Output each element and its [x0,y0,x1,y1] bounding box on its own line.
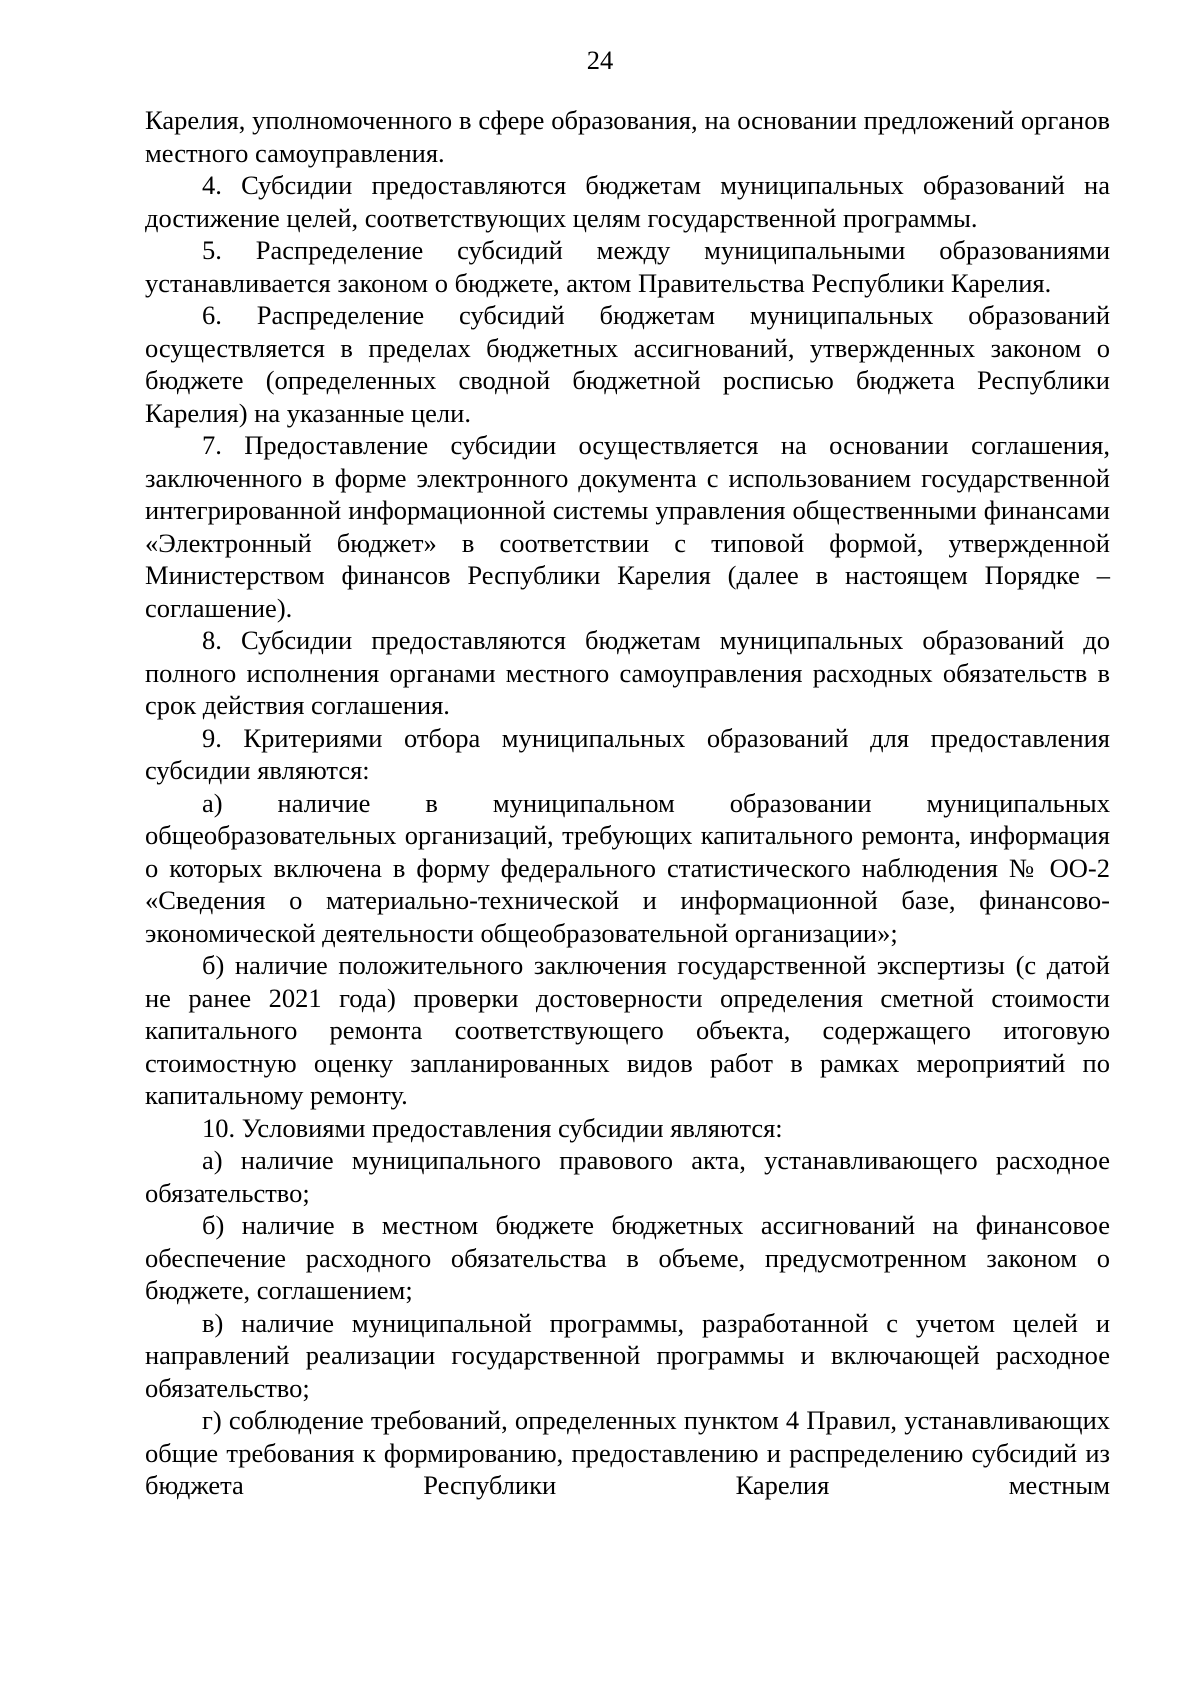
paragraph-item-9b: б) наличие положительного заключения государственной экспертизы (с датой не ранее 2021 года) проверки достоверности определения сметной стоимости капитального ремонта соответствующего объекта, содержащего итоговую стоимостную оценку запланированных видов работ в рамках мероприятий по капитальному ремонту. [145,950,1110,1110]
paragraph-item-9a: а) наличие в муниципальном образовании муниципальных общеобразовательных организаций, требующих капитального ремонта, информация о которых включена в форму федерального статистического наблюдения № ОО-2 «Сведения о материально-технической и информационной базе, финансово-экономической деятельности общеобразовательной организации»; [145,787,1110,948]
paragraph-item-8: 8. Субсидии предоставляются бюджетам муниципальных образований до полного исполнения органами местного самоуправления расходных обязательств в срок действия соглашения. [145,625,1110,720]
page-number: 24 [586,45,614,75]
paragraph-item-9: 9. Критериями отбора муниципальных образований для предоставления субсидии являются: [145,722,1110,785]
paragraph-item-7: 7. Предоставление субсидии осуществляется на основании соглашения, заключенного в форме электронного документа с использованием государственной интегрированной информационной системы управления общественными финансами «Электронный бюджет» в соответствии с типовой формой, утвержденной Министерством финансов Республики Карелия (далее в настоящем Порядке – соглашение). [145,430,1110,623]
paragraph-continuation: Карелия, уполномоченного в сфере образования, на основании предложений органов местного самоуправления. [145,105,1110,168]
paragraph-item-10a: а) наличие муниципального правового акта, устанавливающего расходное обязательство; [145,1145,1110,1208]
paragraph-item-5: 5. Распределение субсидий между муниципальными образованиями устанавливается законом о бюджете, актом Правительства Республики Карелия. [145,235,1110,298]
document-body [145,104,1110,1502]
paragraph-item-4: 4. Субсидии предоставляются бюджетам муниципальных образований на достижение целей, соответствующих целям государственной программы. [145,170,1110,233]
paragraph-item-6: 6. Распределение субсидий бюджетам муниципальных образований осуществляется в пределах бюджетных ассигнований, утвержденных законом о бюджете (определенных сводной бюджетной росписью бюджета Республики Карелия) на указанные цели. [145,300,1110,428]
paragraph-item-10b: б) наличие в местном бюджете бюджетных ассигнований на финансовое обеспечение расходного обязательства в объеме, предусмотренном законом о бюджете, соглашением; [145,1210,1110,1305]
paragraph-item-10: 10. Условиями предоставления субсидии являются: [202,1112,783,1143]
paragraph-item-10g: г) соблюдение требований, определенных пунктом 4 Правил, устанавливающих общие требования к формированию, предоставлению и распределению субсидий из бюджета Республики Карелия местным [145,1405,1110,1500]
paragraph-item-10v: в) наличие муниципальной программы, разработанной с учетом целей и направлений реализации государственной программы и включающей расходное обязательство; [145,1307,1110,1403]
